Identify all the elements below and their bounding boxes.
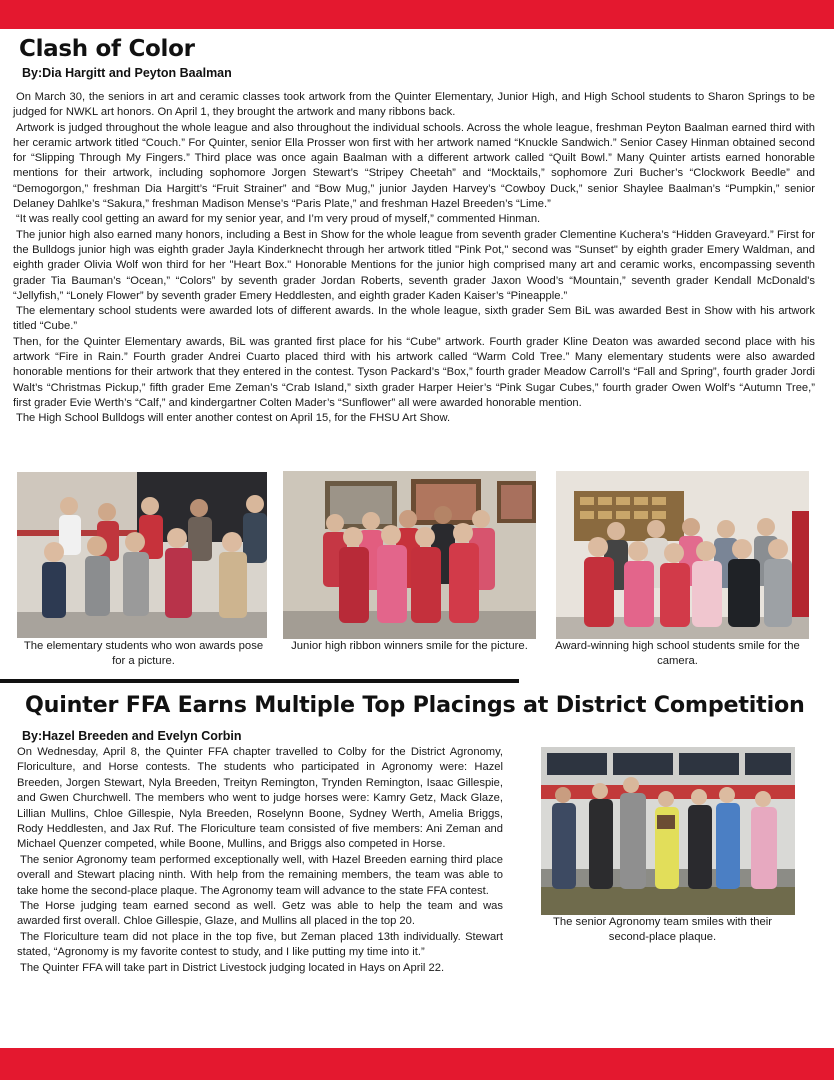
article-body [13, 90, 815, 427]
photo-agronomy-team [541, 747, 795, 915]
article-byline: By:Dia Hargitt and Peyton Baalman [22, 66, 232, 80]
article-paragraph: “It was really cool getting an award for my senior year, and I’m very proud of myself,” commented Hinman. [16, 213, 541, 226]
article-paragraph: Then, for the Quinter Elementary awards, BiL was granted first place for his “Cube” artwork. Fourth grader Kline Deaton was awarded second place with his artwork “Fire in Rain.” Fourth grader Andrei Cuarto placed third with his artwork called “Warm Cold Tree.” Many elementary students were also awarded honorable mentions for their artwork that they entered in the contest. Tyson Packard’s “Box,” fourth grader Meadow Carroll’s “Fall and Spring”, fourth grader Jordi Walt’s “Christmas Pickup,” fifth grader Eme Zeman’s “Crab Island,” sixth grader Harper Heier’s “Pink Sugar Cubes,” fourth grader Owen Wolf’s “Autumn Tree,” first grader Evie Werth’s “Calf,” and kindergartner Colten Mader’s “Sunflower” all were awarded honorable mention. [13, 335, 815, 409]
section-divider [0, 679, 519, 683]
photo-caption: Award-winning high school students smile for the camera. [555, 640, 800, 667]
article-paragraph: On March 30, the seniors in art and ceramic classes took artwork from the Quinter Elementary, Junior High, and High School students to Sharon Springs to be judged for NWKL art honors. On April 1, they brought the artwork and many ribbons back. [13, 91, 815, 119]
photo-caption: Junior high ribbon winners smile for the picture. [291, 640, 528, 652]
article-paragraph: The junior high also earned many honors, including a Best in Show for the whole league from seventh grader Clementine Kuchera’s “Hidden Graveyard.” First for the Bulldogs junior high was eighth grader Jayla Kinderknecht through her artwork titled "Pink Pot," second was "Sunset" by eighth grader Emery Waldman, and eighth grader Olivia Wolf won third for her "Heart Box." Honorable Mentions for the junior high comprised many art and ceramic works, encompassing seventh grader Tia Bauman’s “Ocean,” “Colors” by seventh grader Jordan Roberts, seventh grader Jaxon Wood’s “Mountain,” seventh grader Kendall McDonald's “Jellyfish,” “Lonely Flower” by seventh grader Emery Heddlesten, and eighth grader Kaden Kaiser’s “Pineapple.” [13, 228, 815, 302]
article-paragraph: The High School Bulldogs will enter another contest on April 15, for the FHSU Art Show. [16, 412, 451, 425]
article-paragraph: The elementary school students were awarded lots of different awards. In the whole league, sixth grader Sem BiL was awarded Best in Show with his artwork titled “Cube.” [13, 305, 815, 333]
article-title-ffa: Quinter FFA Earns Multiple Top Placings at District Competition [25, 692, 805, 718]
article-paragraph: The Quinter FFA will take part in District Livestock judging located in Hays on April 22. [20, 961, 445, 974]
photo-high-school-students [556, 471, 809, 639]
photo-junior-high-winners [283, 471, 536, 639]
top-accent-bar [0, 0, 834, 29]
article-paragraph: The senior Agronomy team performed exceptionally well, with Hazel Breeden earning third place overall and Stewart placing ninth. With help from the remaining members, the team was able to take home the second-place plaque. The Agronomy team will advance to the state FFA contest. [17, 853, 503, 897]
article-body [17, 745, 503, 976]
photo-caption: The elementary students who won awards pose for a picture. [23, 640, 264, 667]
article-paragraph: On Wednesday, April 8, the Quinter FFA chapter travelled to Colby for the District Agronomy, Floriculture, and Horse contests. The students who participated in Agronomy were: Hazel Breeden, Jorgen Stewart, Nyla Breeden, Treityn Remington, Trynden Remington, Isaac Gillespie, and Gwen Churchwell. The members who went to judge horses were: Kamry Getz, Mack Glaze, Lillian Mullins, Chloe Gillespie, Nyla Breeden, Roselynn Boone, Sydney Werth, Amelia Briggs, Rody Heddlesten, and Jax Ruf. The Floriculture team consisted of five members: Ani Zeman and Michael Quenzer competed, while Boone, Mullins, and Briggs also competed in Horse. [17, 746, 503, 851]
article-paragraph: Artwork is judged throughout the whole league and also throughout the individual schools. Across the whole league, freshman Peyton Baalman earned third with her ceramic artwork titled “Couch.” For Quinter, senior Ella Prosser won first with her artwork named “Knuckle Sandwich.” Senior Casey Hinman obtained second for “Slipping Through My Fingers.” Third place was once again Baalman with a different artwork called “Quilt Bowl.” Many Quinter artists earned honorable mentions for their artwork, including sophomore Jorgen Stewart’s “Stripey Cheetah” and “Mocktails,” sophomore Zuri Bucher’s “Clockwork Beedle” and “Demogorgon,” freshman Dia Hargitt’s “Fruit Strainer” and “Bow Mug,” junior Jayden Harvey’s “Cowboy Duck,” senior Shaylee Baalman’s “Pumpkin,” senior Delaney Dahlke’s “Sakura,” freshman Madison Mense’s “Paris Plate,” and freshman Hazel Breeden’s “Lime.” [13, 121, 815, 211]
article-byline: By:Hazel Breeden and Evelyn Corbin [22, 729, 242, 743]
photo-elementary-students [17, 472, 267, 638]
article-paragraph: The Floriculture team did not place in the top five, but Zeman placed 13th individually. Stewart stated, “Agronomy is my favorite contest to study, and I like putting my time into it.” [17, 930, 503, 959]
photo-caption: The senior Agronomy team smiles with their second-place plaque. [552, 916, 773, 943]
article-title-clash-of-color: Clash of Color [19, 36, 195, 62]
bottom-accent-bar [0, 1048, 834, 1080]
article-paragraph: The Horse judging team earned second as well. Getz was able to help the team and was awarded first overall. Chloe Gillespie, Glaze, and Mullins all placed in the top 20. [17, 900, 503, 928]
